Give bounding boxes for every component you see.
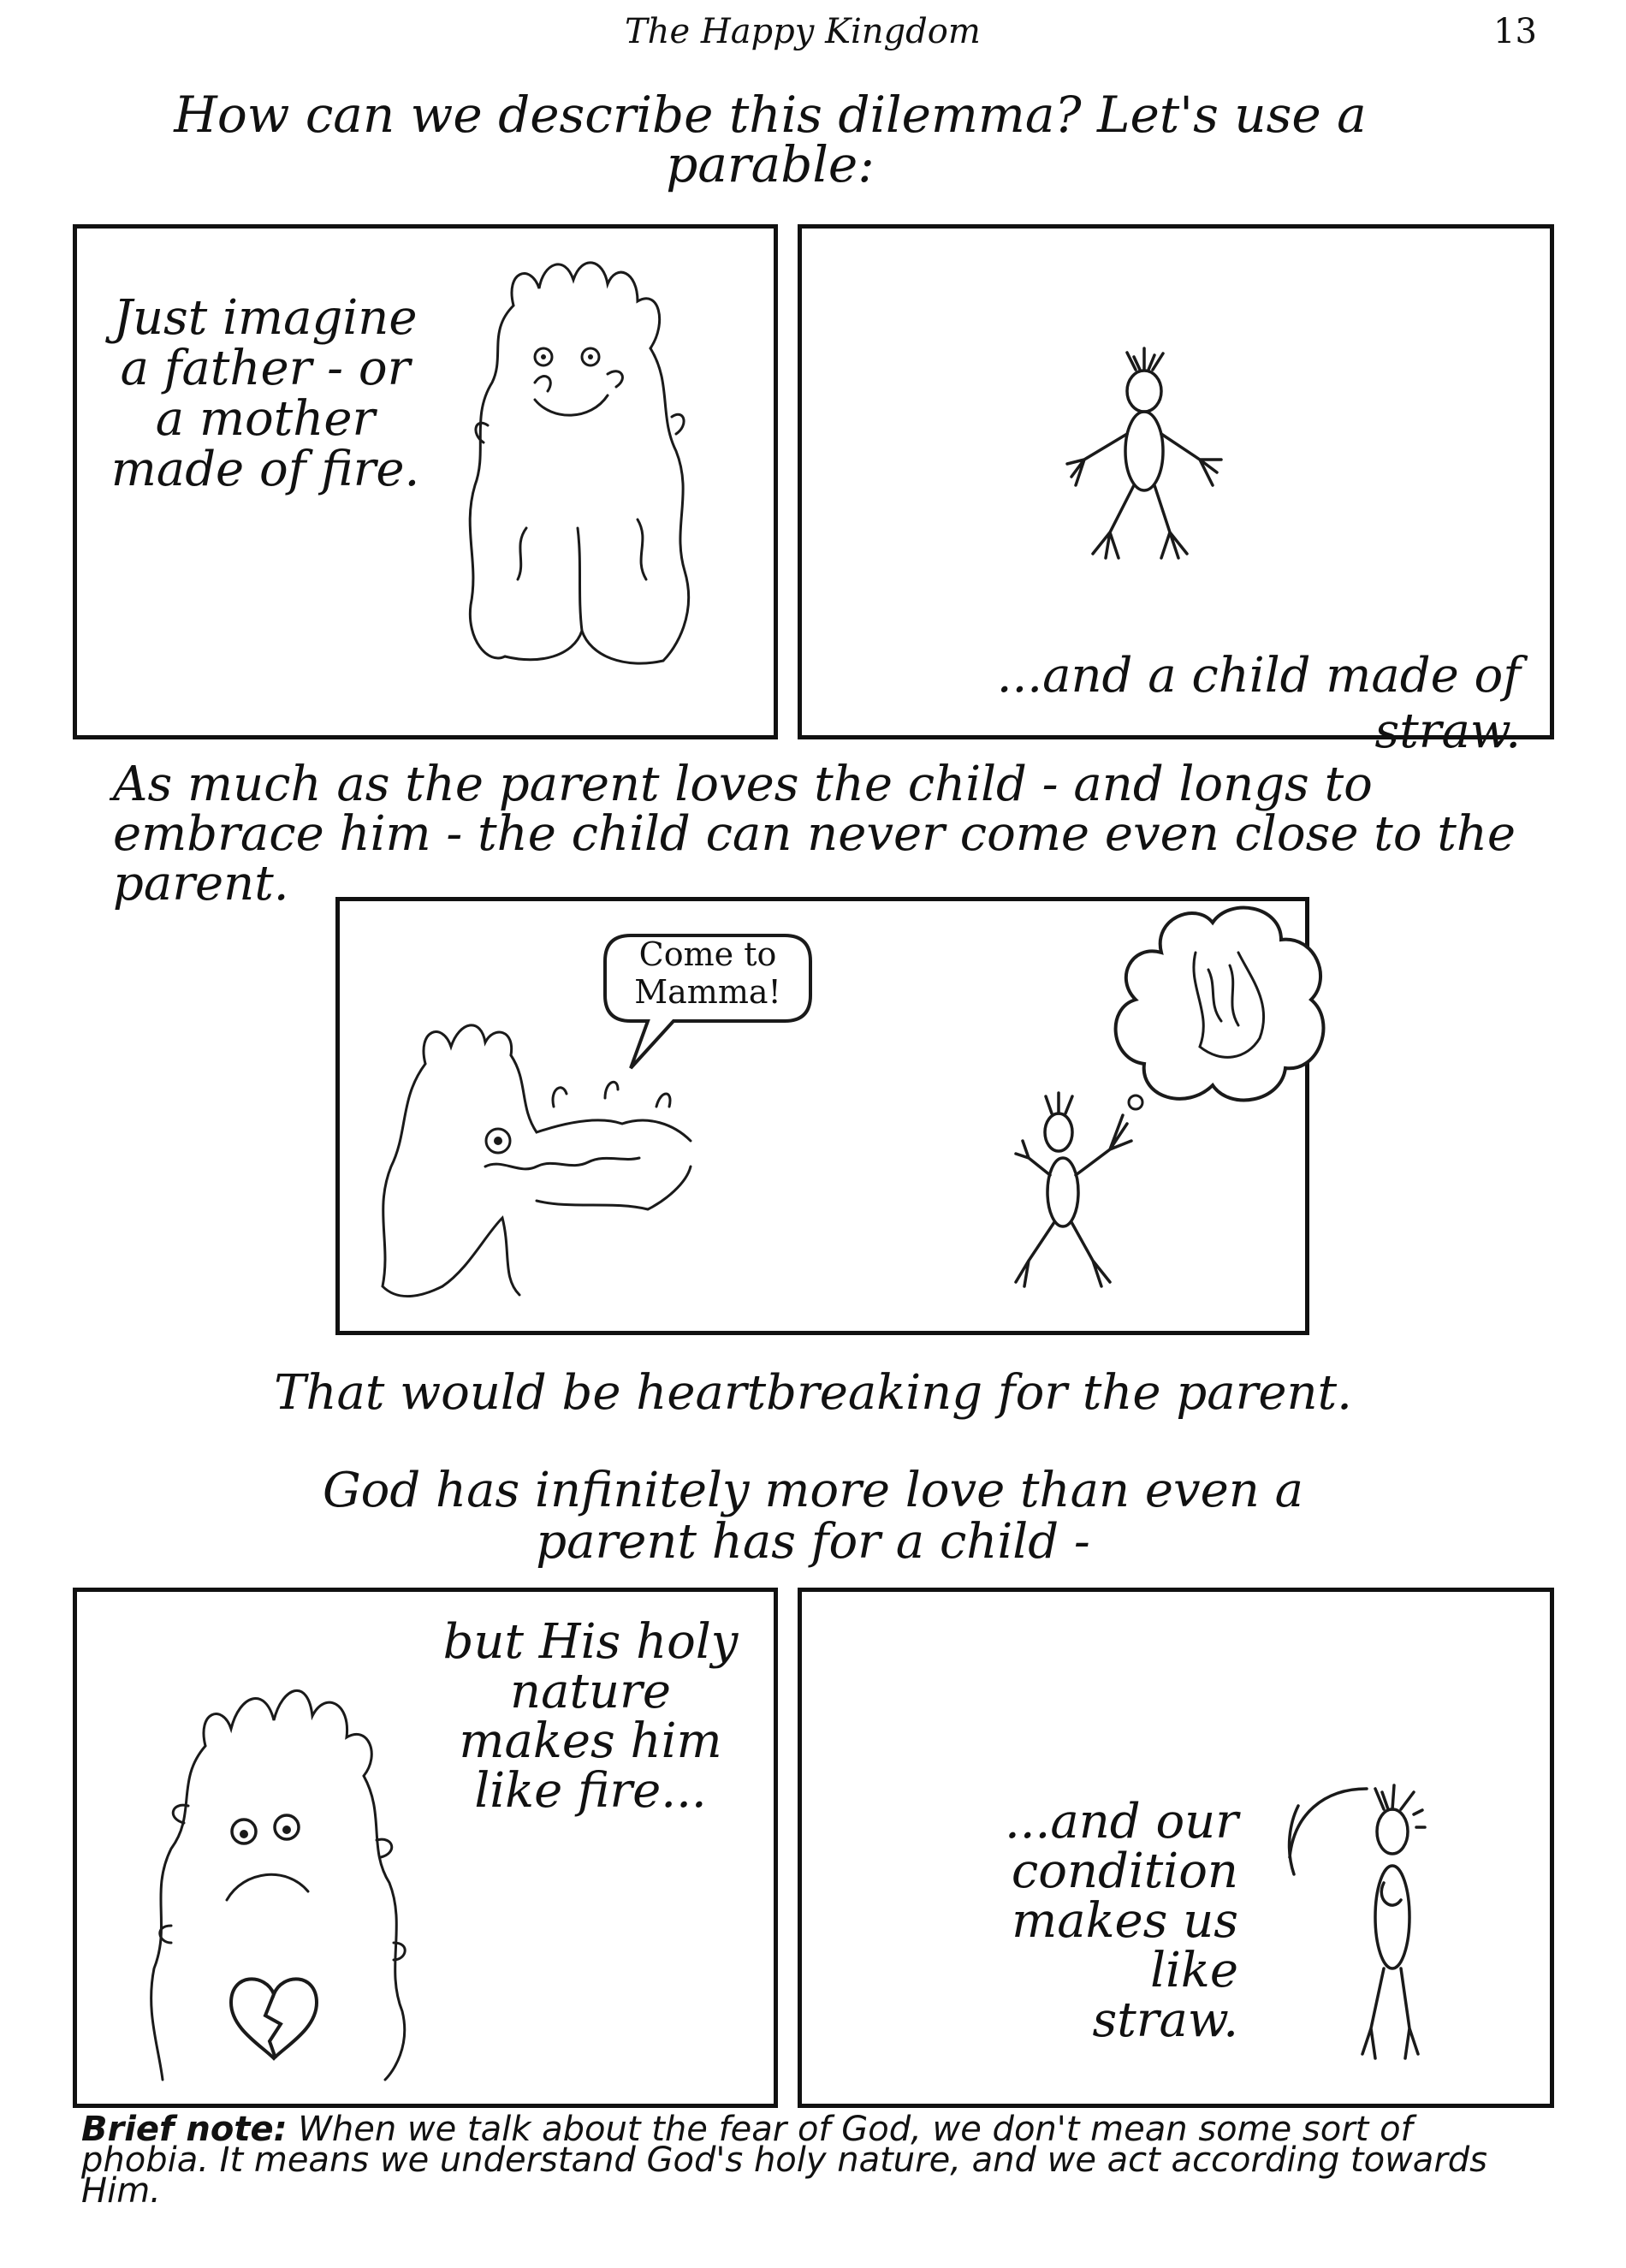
panel-fire-parent — [73, 224, 778, 739]
panel4-caption-line: makes him — [459, 1713, 722, 1769]
narration-god-love — [257, 1465, 1369, 1568]
panel-holy-fire — [73, 1588, 778, 2108]
fire-parent-icon — [454, 254, 710, 699]
footnote-text: When we talk about the fear of God, we don't mean some sort of — [287, 2110, 1413, 2149]
speech-line-2: Mamma! — [634, 973, 781, 1011]
panel1-caption — [103, 290, 428, 497]
thought-bubble-icon — [1101, 893, 1341, 1132]
panel5-caption-line: condition — [1011, 1843, 1238, 1899]
panel5-caption-line: ...and our — [1004, 1794, 1238, 1849]
straw-child-icon — [1264, 1754, 1452, 2080]
panel1-caption-line: made of fire. — [110, 442, 420, 497]
broken-heart-icon — [223, 1968, 325, 2063]
panel5-caption — [956, 1794, 1238, 2048]
footnote-line-3: Him. — [81, 2171, 161, 2211]
footnote-line-2: phobia. It means we understand God's holy nature, and we act according towards — [81, 2140, 1487, 2180]
page-number: 13 — [1493, 12, 1537, 51]
panel2-caption: ...and a child made of straw. — [996, 648, 1521, 759]
narration-heartbreaking: That would be heartbreaking for the parent. — [274, 1365, 1352, 1421]
panel-come-to-mamma — [335, 897, 1309, 1335]
narration-line: embrace him - the child can never come even close to the — [113, 806, 1516, 862]
panel-straw-condition — [798, 1588, 1554, 2108]
panel1-caption-line: a mother — [155, 391, 376, 447]
panel4-caption-line: nature — [510, 1664, 671, 1719]
intro-text — [128, 86, 1412, 193]
panel5-caption-line: makes us — [1012, 1893, 1238, 1949]
panel5-caption-line: like — [1150, 1943, 1238, 1998]
narration-love — [113, 757, 1568, 911]
intro-line-2: parable: — [666, 135, 875, 193]
panel4-caption-line: but His holy — [442, 1614, 739, 1670]
speech-text — [605, 935, 810, 1011]
narration-line: parent has for a child - — [536, 1514, 1090, 1570]
speech-line-1: Come to — [638, 935, 777, 973]
narration-line: parent. — [113, 856, 289, 911]
straw-child-icon — [1059, 348, 1230, 605]
book-title: The Happy Kingdom — [625, 12, 981, 51]
narration-line: As much as the parent loves the child - and longs to — [113, 757, 1373, 812]
panel5-caption-line: straw. — [1092, 1992, 1238, 2048]
panel-straw-child — [798, 224, 1554, 759]
intro-line-1: How can we describe this dilemma? Let's use a — [174, 86, 1367, 144]
panel4-caption — [436, 1614, 745, 1819]
fire-parent-icon — [357, 1012, 716, 1321]
footnote-label: Brief note: — [81, 2110, 288, 2149]
panel1-caption-line: a father - or — [120, 341, 411, 396]
panel1-caption-line: Just imagine — [113, 290, 418, 346]
narration-line: God has infinitely more love than even a — [322, 1463, 1304, 1518]
footnote — [81, 2110, 1553, 2211]
panel4-caption-line: like fire... — [474, 1763, 707, 1819]
